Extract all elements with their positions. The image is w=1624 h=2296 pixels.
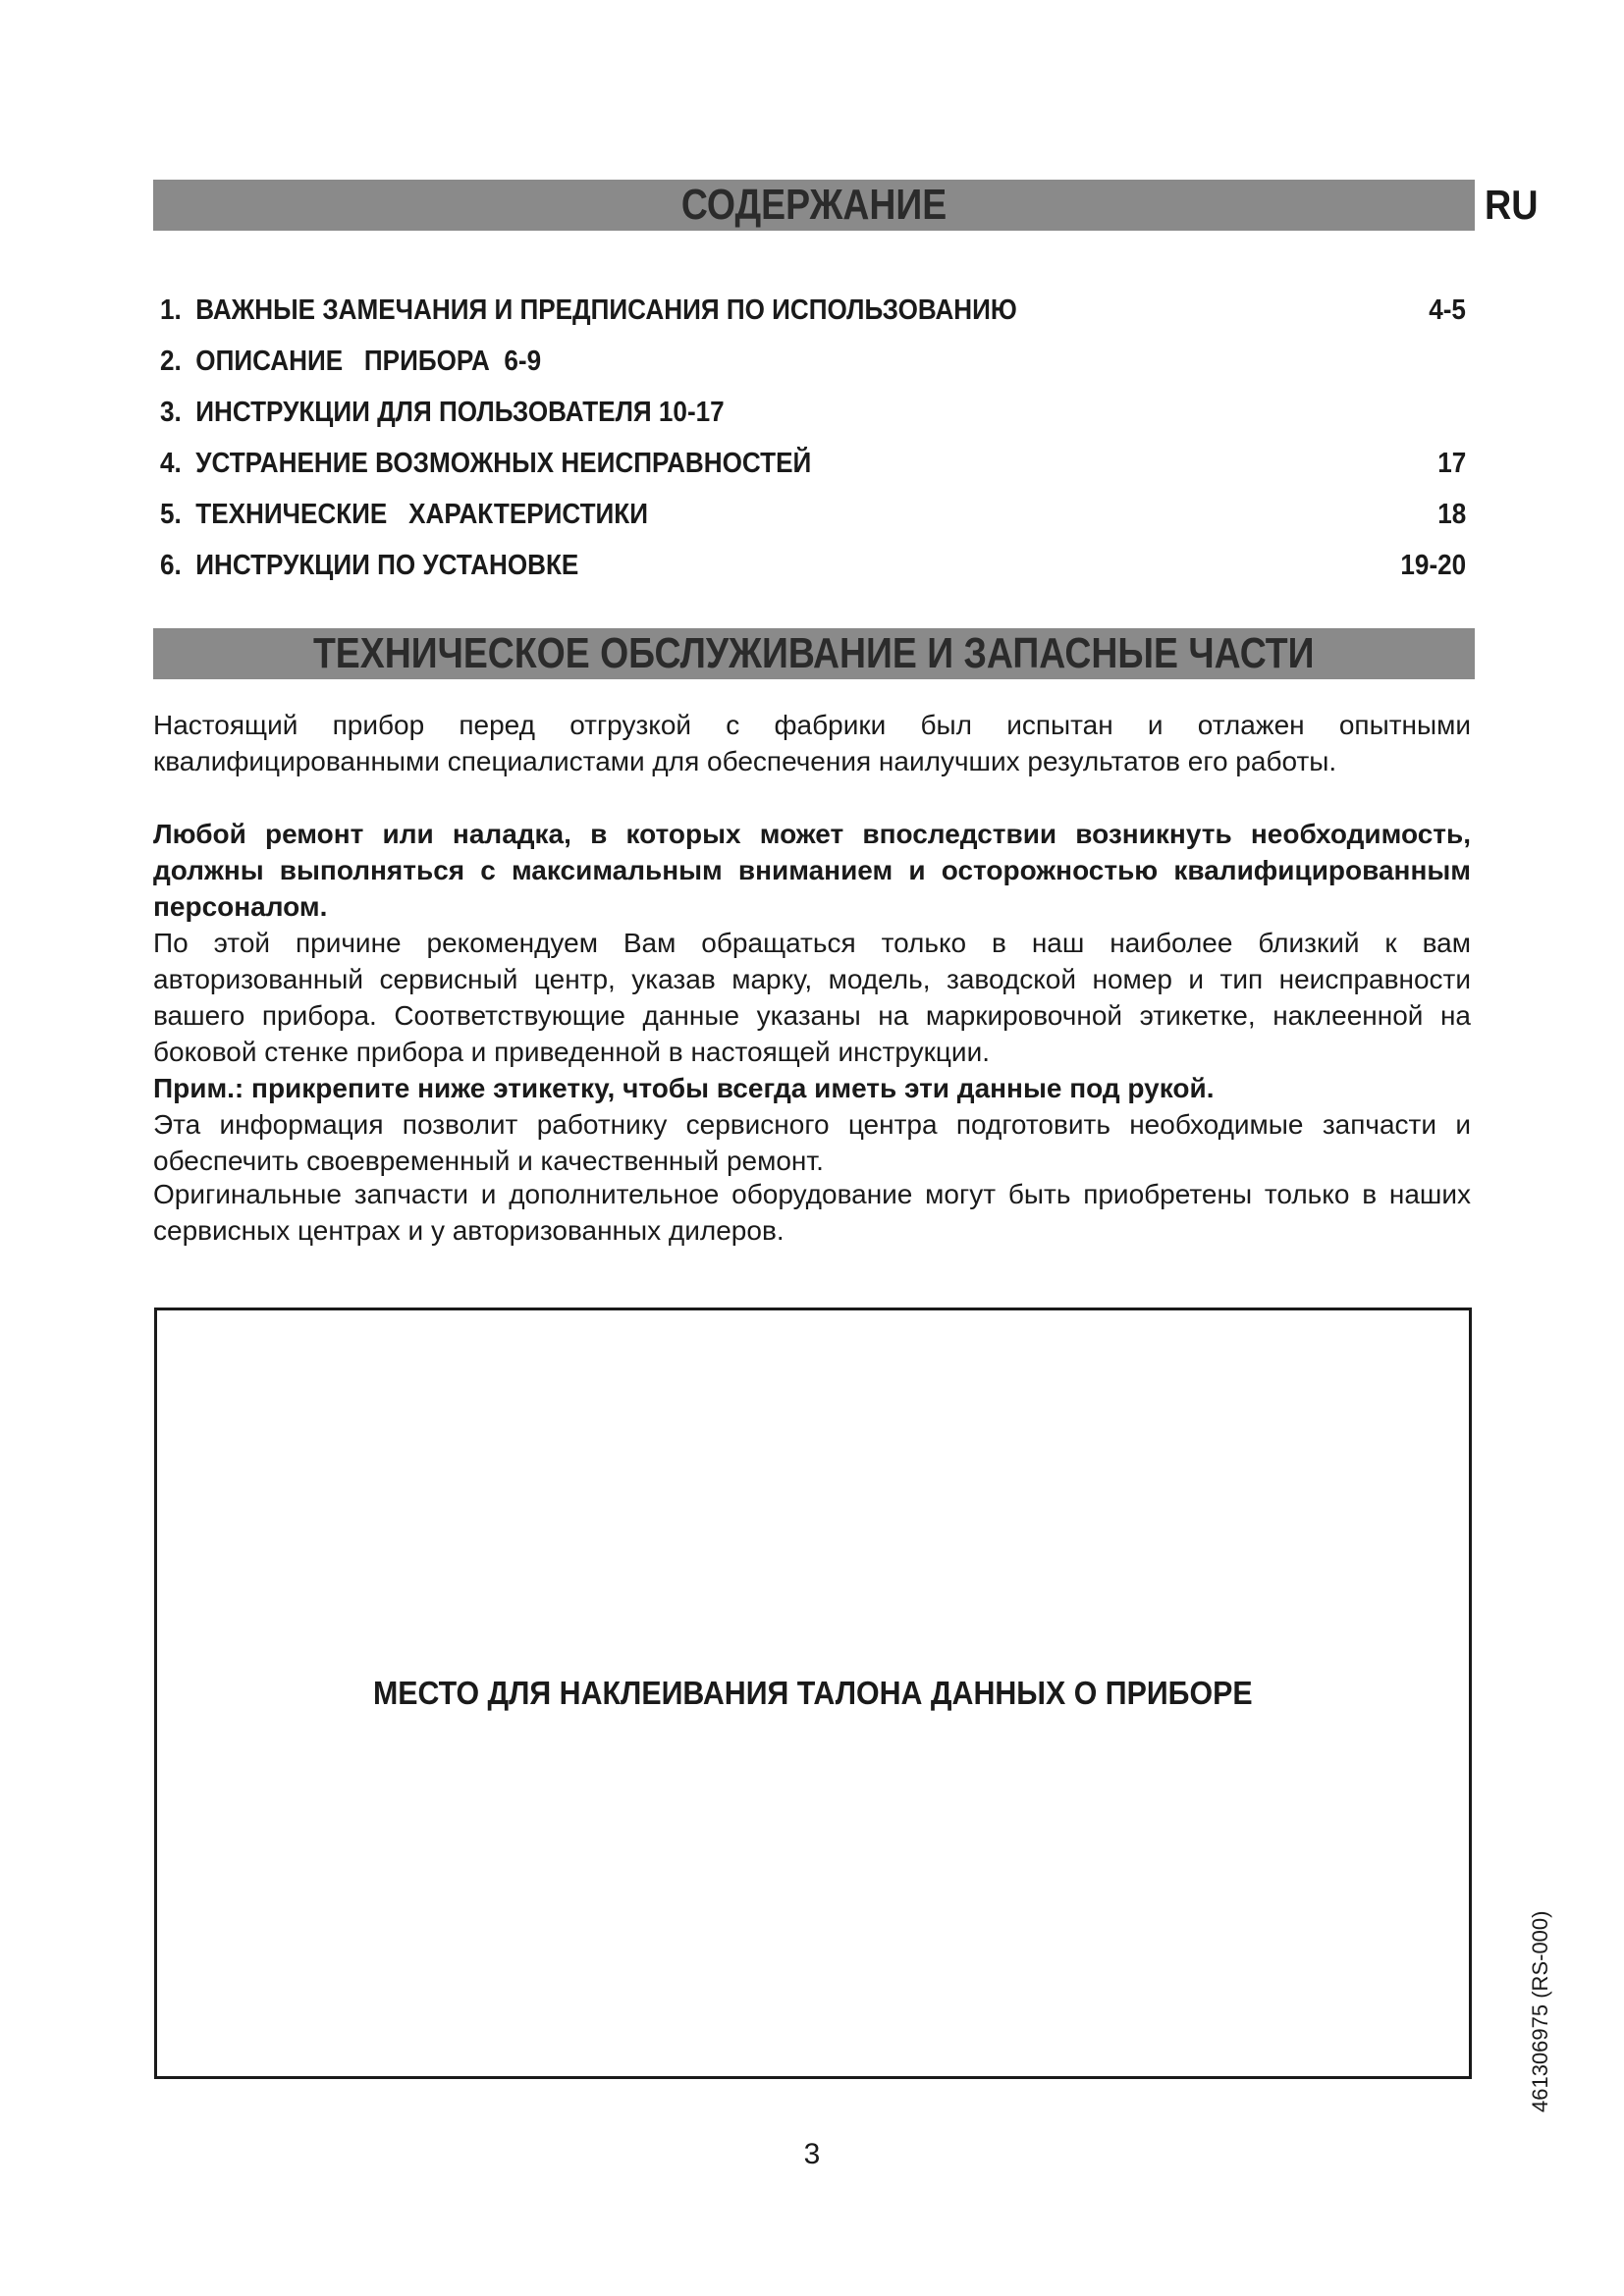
toc-item-label: 5. ТЕХНИЧЕСКИЕ ХАРАКТЕРИСТИКИ (160, 499, 648, 530)
toc-item-label: 4. УСТРАНЕНИЕ ВОЗМОЖНЫХ НЕИСПРАВНОСТЕЙ (160, 448, 812, 479)
toc-item[interactable] (160, 494, 1466, 545)
contents-title: СОДЕРЖАНИЕ (680, 181, 947, 229)
toc-item-page: 18 (1436, 499, 1466, 530)
note-text: Эта информация позволит работнику сервисного центра подготовить необходимые запчасти и обеспечить своевременный и качественный ремонт. (153, 1109, 1471, 1176)
contents-header-bar (153, 180, 1475, 231)
toc-item-label: 3. ИНСТРУКЦИИ ДЛЯ ПОЛЬЗОВАТЕЛЯ 10-17 (160, 397, 725, 428)
note-heading: Прим.: прикрепите ниже этикетку, чтобы всегда иметь эти данные под рукой. (153, 1073, 1215, 1103)
toc-item-page: 4-5 (1429, 294, 1466, 326)
toc-item-label: 2. ОПИСАНИЕ ПРИБОРА 6-9 (160, 346, 542, 377)
service-repair-section (153, 816, 1471, 1179)
label-box-text: МЕСТО ДЛЯ НАКЛЕИВАНИЯ ТАЛОНА ДАННЫХ О ПРИБОРЕ (373, 1675, 1253, 1711)
intro-text: Настоящий прибор перед отгрузкой с фабрики был испытан и отлажен опытными квалифицированными специалистами для обеспечения наилучших результатов его работы. (153, 710, 1471, 776)
toc-item-page: 17 (1436, 448, 1466, 479)
table-of-contents (160, 290, 1466, 596)
toc-item[interactable] (160, 545, 1466, 596)
toc-item[interactable] (160, 443, 1466, 494)
data-label-placeholder-box (154, 1308, 1472, 2079)
spare-parts-paragraph (153, 1176, 1471, 1249)
service-title: ТЕХНИЧЕСКОЕ ОБСЛУЖИВАНИЕ И ЗАПАСНЫЕ ЧАСТИ (313, 629, 1315, 677)
parts-text: Оригинальные запчасти и дополнительное оборудование могут быть приобретены только в наших сервисных центрах и у авторизованных дилеров. (153, 1179, 1471, 1246)
page-number: 3 (803, 2138, 821, 2170)
toc-item-label: 6. ИНСТРУКЦИИ ПО УСТАНОВКЕ (160, 550, 579, 581)
document-code: 461306975 (RS-000) (1528, 1910, 1552, 2112)
warning-text: Любой ремонт или наладка, в которых может впоследствии возникнуть необходимость, должны выполняться с максимальным вниманием и осторожностью квалифицированным персоналом. (153, 819, 1471, 922)
toc-item-label: 1. ВАЖНЫЕ ЗАМЕЧАНИЯ И ПРЕДПИСАНИЯ ПО ИСПОЛЬЗОВАНИЮ (160, 294, 1017, 326)
recommendation-text: По этой причине рекомендуем Вам обращаться только в наш наиболее близкий к вам авторизованный сервисный центр, указав марку, модель, заводской номер и тип неисправности вашего прибора. Соответствующие данные указаны на маркировочной этикетке, наклеенной на боковой стенке прибора и приведенной в настоящей инструкции. (153, 928, 1471, 1067)
service-intro-paragraph (153, 707, 1471, 779)
toc-item[interactable] (160, 290, 1466, 341)
language-code: RU (1485, 182, 1539, 228)
toc-item[interactable] (160, 392, 1466, 443)
service-header-bar (153, 628, 1475, 679)
toc-item-page: 19-20 (1400, 550, 1466, 581)
toc-item[interactable] (160, 341, 1466, 392)
